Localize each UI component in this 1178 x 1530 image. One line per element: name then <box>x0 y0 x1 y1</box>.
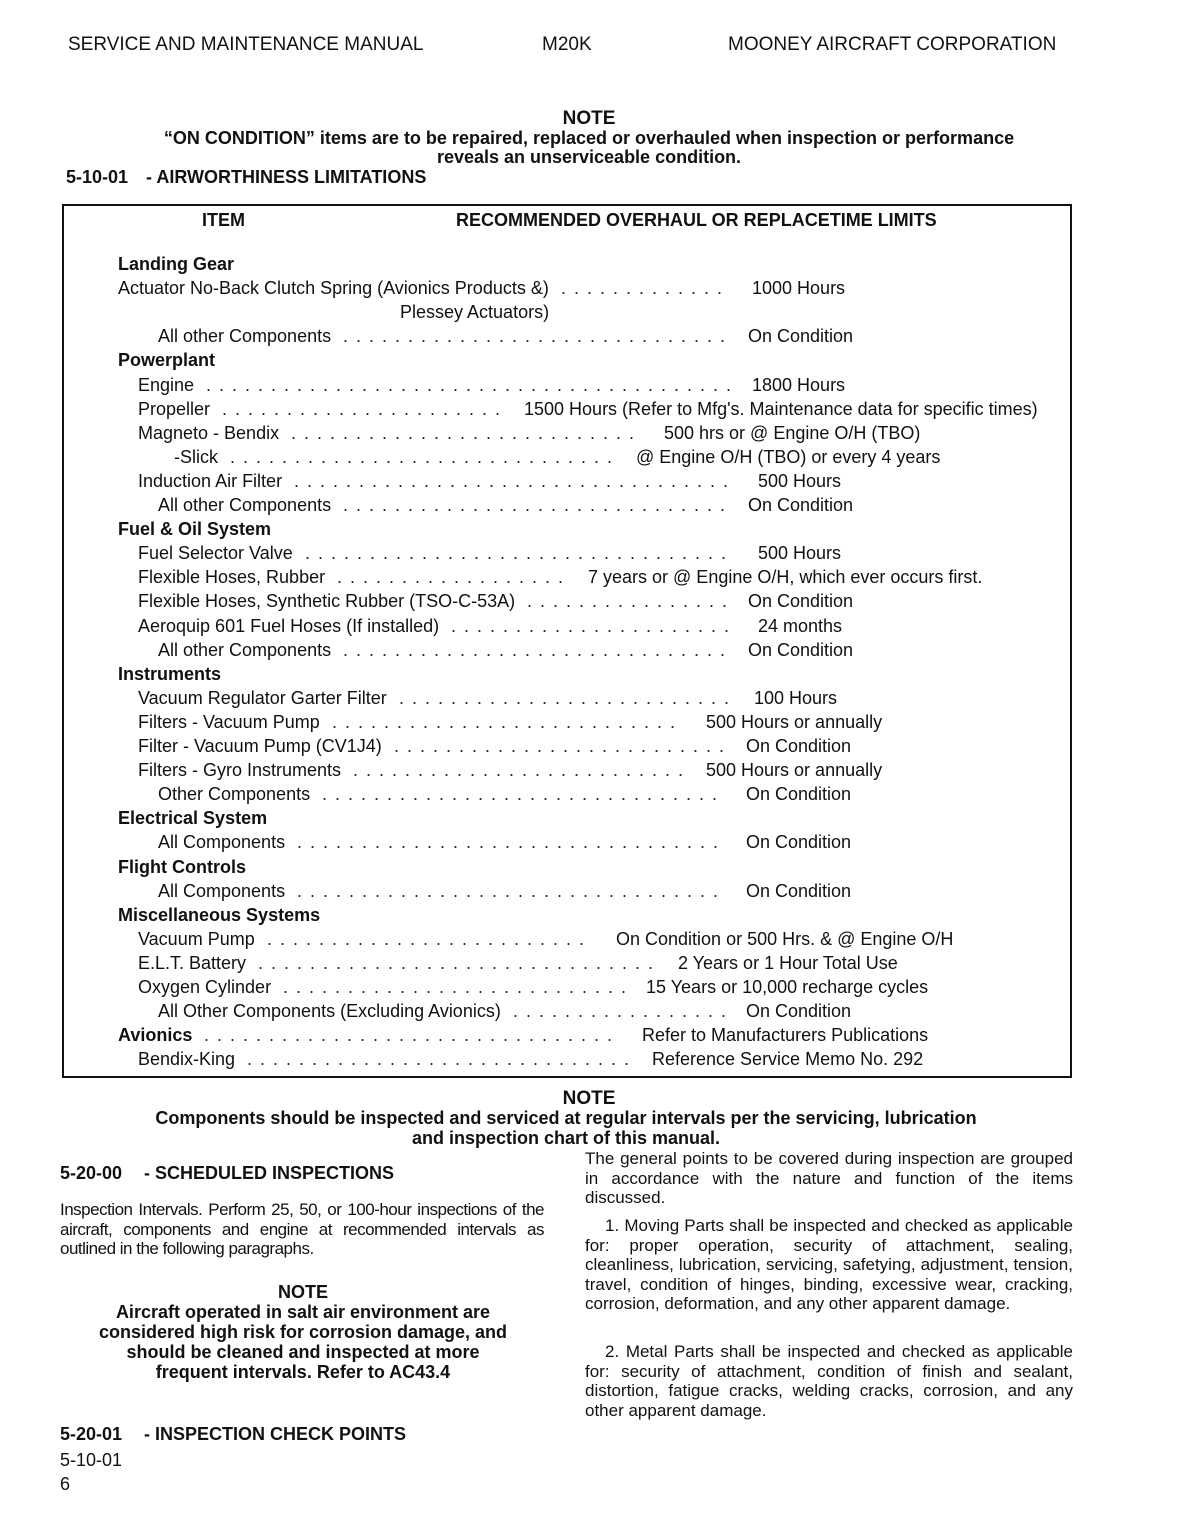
table-row-limit: On Condition <box>746 736 852 756</box>
leader-dots: .............................. <box>247 1049 638 1069</box>
scheduled-inspections-text: Inspection Intervals. Perform 25, 50, or 100-hour inspections of the aircraft, components and engine at recommended intervals as outlined in the following paragraphs. <box>60 1200 544 1259</box>
section-checkpoints-heading <box>60 1424 406 1445</box>
table-row-limit: On Condition <box>746 784 852 804</box>
table-category: Fuel & Oil System <box>118 519 272 539</box>
table-row-limit: @ Engine O/H (TBO) or every 4 years <box>636 447 941 467</box>
leader-dots: ......................... <box>267 929 593 949</box>
table-row-limit: On Condition or 500 Hrs. & @ Engine O/H <box>616 929 954 949</box>
table-row-item: Vacuum Pump <box>138 929 255 949</box>
inspection-intro-text: The general points to be covered during inspection are grouped in accordance with the nature and function of the items discussed. <box>585 1149 1073 1208</box>
note-salt-line1: Aircraft operated in salt air environment are <box>115 1302 491 1322</box>
section-number: 5-20-00 <box>60 1163 123 1183</box>
table-row-limit: On Condition <box>746 832 852 852</box>
table-row-item: Induction Air Filter <box>138 471 283 491</box>
table-row-item: Vacuum Regulator Garter Filter <box>138 688 387 708</box>
table-row-item: Magneto - Bendix <box>138 423 280 443</box>
leader-dots: .................. <box>337 567 572 587</box>
section-scheduled-heading <box>60 1163 394 1184</box>
note-salt-line2: considered high risk for corrosion damage, and <box>98 1322 508 1342</box>
section-title: - SCHEDULED INSPECTIONS <box>144 1163 395 1183</box>
table-row-limit: 500 Hours <box>758 543 842 563</box>
leader-dots: .................................. <box>294 471 737 491</box>
table-row-item: Flexible Hoses, Rubber <box>138 567 326 587</box>
table-row-limit: 1000 Hours <box>752 278 846 298</box>
footer-page-number: 6 <box>60 1474 71 1494</box>
table-row-limit: 7 years or @ Engine O/H, which ever occurs first. <box>588 567 983 587</box>
table-row-item: Filter - Vacuum Pump (CV1J4) <box>138 736 382 756</box>
note-top-line1: “ON CONDITION” items are to be repaired, replaced or overhauled when inspection or performance <box>163 128 1015 148</box>
table-row-limit: On Condition <box>748 640 854 660</box>
table-row-item: Filters - Gyro Instruments <box>138 760 342 780</box>
table-row-item: Other Components <box>158 784 311 804</box>
table-row-limit: 100 Hours <box>754 688 838 708</box>
leader-dots: .......................... <box>399 688 738 708</box>
table-category: Instruments <box>118 664 222 684</box>
table-category: Electrical System <box>118 808 268 828</box>
note-top-heading: NOTE <box>562 108 616 129</box>
leader-dots: .............................. <box>343 640 734 660</box>
table-row-item: All Other Components (Excluding Avionics) <box>158 1001 501 1021</box>
table-row-limit: 15 Years or 10,000 recharge cycles <box>646 977 929 997</box>
table-row-limit: On Condition <box>748 326 854 346</box>
table-row-limit: 1800 Hours <box>752 375 846 395</box>
leader-dots: ...................... <box>451 616 738 636</box>
note-top-line2: reveals an unserviceable condition. <box>436 147 742 167</box>
leader-dots: .............................. <box>343 495 734 515</box>
table-row-item: Plessey Actuators) <box>400 302 550 322</box>
note-salt-line4: frequent intervals. Refer to AC43.4 <box>155 1362 451 1382</box>
table-row-limit: On Condition <box>746 1001 852 1021</box>
table-row-item: All Components <box>158 881 286 901</box>
note-mid-heading: NOTE <box>562 1088 616 1109</box>
table-row-limit: 500 Hours or annually <box>706 712 883 732</box>
section-number: 5-20-01 <box>60 1424 123 1444</box>
table-row-item: Bendix-King <box>138 1049 236 1069</box>
header-model: M20K <box>542 34 592 55</box>
table-category: Powerplant <box>118 350 216 370</box>
moving-parts-text: 1. Moving Parts shall be inspected and checked as applicable for: proper operation, security of attachment, sealing, cleanliness, lubrication, servicing, safetying, adjustment, tension, travel, condition of hinges, binding, excessive wear, cracking, corrosion, deformation, and any other apparent damage. <box>585 1216 1073 1314</box>
table-category: Landing Gear <box>118 254 235 274</box>
header-company: MOONEY AIRCRAFT CORPORATION <box>728 34 1057 55</box>
table-row-item: Engine <box>138 375 195 395</box>
table-row-item: -Slick <box>174 447 218 467</box>
leader-dots: ................ <box>527 591 736 611</box>
leader-dots: ................................. <box>305 543 735 563</box>
leader-dots: ................. <box>513 1001 734 1021</box>
section-airworthiness-heading <box>66 167 426 188</box>
footer-page-ref: 5-10-01 <box>60 1450 123 1470</box>
table-row-item: All other Components <box>158 326 332 346</box>
leader-dots: ........................... <box>283 977 634 997</box>
note-salt-line3: should be cleaned and inspected at more <box>126 1342 480 1362</box>
table-row-item: Flexible Hoses, Synthetic Rubber (TSO-C-53A) <box>138 591 516 611</box>
table-category: Miscellaneous Systems <box>118 905 321 925</box>
leader-dots: ............................... <box>258 953 662 973</box>
leader-dots: ............................... <box>322 784 726 804</box>
leader-dots: ................................ <box>204 1025 621 1045</box>
table-row-limit: Refer to Manufacturers Publications <box>642 1025 929 1045</box>
leader-dots: ......................................... <box>206 375 740 395</box>
table-row-limit: 1500 Hours (Refer to Mfg's. Maintenance data for specific times) <box>524 399 1038 419</box>
table-row-limit: On Condition <box>746 881 852 901</box>
leader-dots: ........................... <box>291 423 643 443</box>
metal-parts-text: 2. Metal Parts shall be inspected and checked as applicable for: security of attachment, condition of finish and sealant, distortion, fatigue cracks, welding cracks, corrosion, and any other apparent damage. <box>585 1342 1073 1420</box>
note-mid-line1: Components should be inspected and serviced at regular intervals per the servicing, lubrication <box>155 1108 977 1128</box>
section-number: 5-10-01 <box>66 167 129 187</box>
leader-dots: ................................. <box>297 881 727 901</box>
section-title: - AIRWORTHINESS LIMITATIONS <box>146 167 427 187</box>
leader-dots: ................................. <box>297 832 727 852</box>
leader-dots: .............................. <box>343 326 734 346</box>
table-row-item: Actuator No-Back Clutch Spring (Avionics Products &) <box>118 278 549 298</box>
table-row-limit: 2 Years or 1 Hour Total Use <box>678 953 898 973</box>
note-mid-line2: and inspection chart of this manual. <box>411 1128 721 1148</box>
table-row-item: Fuel Selector Valve <box>138 543 293 563</box>
table-row-item: All Components <box>158 832 286 852</box>
leader-dots: .......................... <box>353 760 692 780</box>
table-row-item: All other Components <box>158 640 332 660</box>
leader-dots: .......................... <box>394 736 733 756</box>
header-manual-title: SERVICE AND MAINTENANCE MANUAL <box>68 34 424 55</box>
leader-dots: ........................... <box>332 712 684 732</box>
table-row-item: Filters - Vacuum Pump <box>138 712 320 732</box>
leader-dots: ...................... <box>222 399 509 419</box>
table-row-item: Aeroquip 601 Fuel Hoses (If installed) <box>138 616 440 636</box>
table-row-limit: On Condition <box>748 495 854 515</box>
table-row-limit: 24 months <box>758 616 843 636</box>
table-category: Avionics <box>118 1025 193 1045</box>
table-row-item: E.L.T. Battery <box>138 953 247 973</box>
table-row-limit: 500 Hours <box>758 471 842 491</box>
section-title: - INSPECTION CHECK POINTS <box>144 1424 407 1444</box>
airworthiness-limits-table <box>62 204 1072 1078</box>
table-row-item: Oxygen Cylinder <box>138 977 272 997</box>
note-salt-heading: NOTE <box>277 1282 328 1302</box>
table-row-limit: On Condition <box>748 591 854 611</box>
table-row-item: Propeller <box>138 399 211 419</box>
leader-dots: .............................. <box>230 447 621 467</box>
table-row-item: All other Components <box>158 495 332 515</box>
leader-dots: ............. <box>561 278 731 298</box>
table-row-limit: 500 Hours or annually <box>706 760 883 780</box>
table-row-limit: Reference Service Memo No. 292 <box>652 1049 924 1069</box>
column-header-limits: RECOMMENDED OVERHAUL OR REPLACETIME LIMITS <box>456 210 937 230</box>
column-header-item: ITEM <box>202 210 245 230</box>
table-row-limit: 500 hrs or @ Engine O/H (TBO) <box>664 423 921 443</box>
table-category: Flight Controls <box>118 857 246 877</box>
